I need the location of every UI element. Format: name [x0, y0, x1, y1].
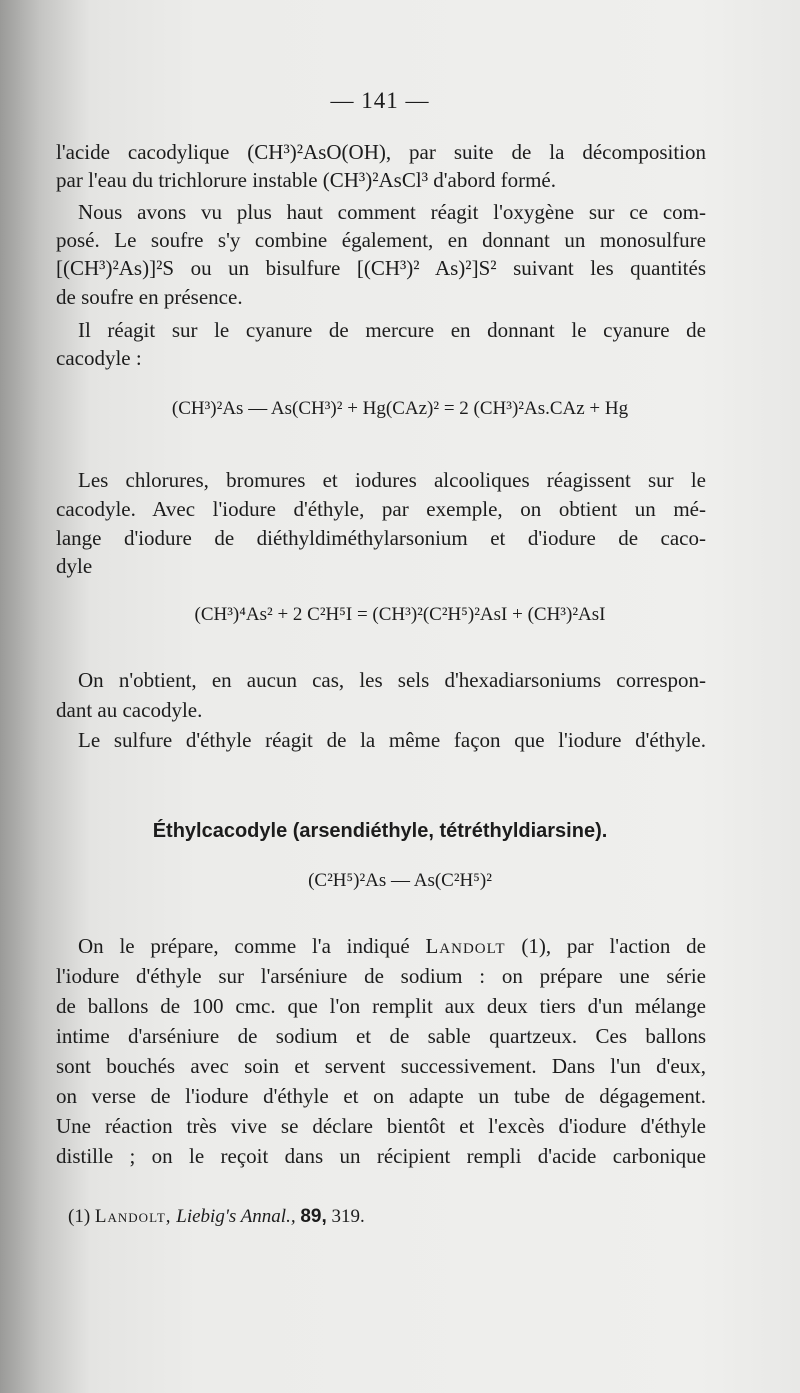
text-segment: On le prépare, comme l'a indiqué	[78, 934, 410, 958]
footnote-journal: Liebig's Annal.,	[176, 1206, 296, 1227]
paragraph-line: de soufre en présence.	[56, 285, 243, 309]
paragraph-line: Une réaction très vive se déclare bientôt et l'excès d'iodure d'éthyle	[56, 1114, 706, 1138]
footnote	[68, 1206, 365, 1228]
paragraph-line: cacodyle :	[56, 346, 142, 370]
paragraph-line: cacodyle. Avec l'iodure d'éthyle, par exemple, on obtient un mé-	[56, 497, 706, 521]
footnote-volume: 89,	[300, 1206, 327, 1227]
paragraph-line: dant au cacodyle.	[56, 698, 203, 722]
page-number: — 141 —	[330, 88, 430, 113]
paragraph-line: distille ; on le reçoit dans un récipient rempli d'acide carbonique	[56, 1144, 706, 1168]
footnote-author: Landolt,	[94, 1206, 172, 1227]
paragraph-line: l'acide cacodylique (CH³)²AsO(OH), par suite de la décomposition	[56, 140, 706, 164]
equation: (CH³)⁴As² + 2 C²H⁵I = (CH³)²(C²H⁵)²AsI + (CH³)²AsI	[194, 604, 606, 625]
heading-formula: (C²H⁵)²As — As(C²H⁵)²	[308, 870, 492, 891]
equation: (CH³)²As — As(CH³)² + Hg(CAz)² = 2 (CH³)²As.CAz + Hg	[171, 398, 629, 419]
paragraph-line: Nous avons vu plus haut comment réagit l'oxygène sur ce com-	[78, 200, 706, 224]
paragraph-line: de ballons de 100 cmc. que l'on remplit aux deux tiers d'un mélange	[56, 994, 706, 1018]
author-name: Landolt	[425, 934, 506, 958]
paragraph-line	[78, 932, 706, 960]
footnote-page: 319.	[331, 1206, 365, 1227]
footnote-marker: (1)	[68, 1206, 91, 1227]
section-heading: Éthylcacodyle (arsendiéthyle, tétréthyldiarsine).	[152, 820, 608, 842]
paragraph-line: [(CH³)²As)]²S ou un bisulfure [(CH³)² As)²]S² suivant les quantités	[56, 256, 706, 280]
paragraph-line: sont bouchés avec soin et servent successivement. Dans l'un d'eux,	[56, 1054, 706, 1078]
paragraph-line: on verse de l'iodure d'éthyle et on adapte un tube de dégagement.	[56, 1084, 706, 1108]
paragraph-line: l'iodure d'éthyle sur l'arséniure de sodium : on prépare une série	[56, 964, 706, 988]
text-segment: (1), par l'action de	[521, 934, 706, 958]
paragraph-line: posé. Le soufre s'y combine également, en donnant un monosulfure	[56, 228, 706, 252]
paragraph-line: Le sulfure d'éthyle réagit de la même façon que l'iodure d'éthyle.	[78, 728, 706, 752]
paragraph-line: Les chlorures, bromures et iodures alcooliques réagissent sur le	[78, 468, 706, 492]
paragraph-line: Il réagit sur le cyanure de mercure en donnant le cyanure de	[78, 318, 706, 342]
paragraph-line: par l'eau du trichlorure instable (CH³)²AsCl³ d'abord formé.	[56, 168, 556, 192]
paragraph-line: intime d'arséniure de sodium et de sable quartzeux. Ces ballons	[56, 1024, 706, 1048]
paragraph-line: lange d'iodure de diéthyldiméthylarsonium et d'iodure de caco-	[56, 526, 706, 550]
paragraph-line: On n'obtient, en aucun cas, les sels d'hexadiarsoniums correspon-	[78, 668, 706, 692]
paragraph-line: dyle	[56, 554, 93, 578]
